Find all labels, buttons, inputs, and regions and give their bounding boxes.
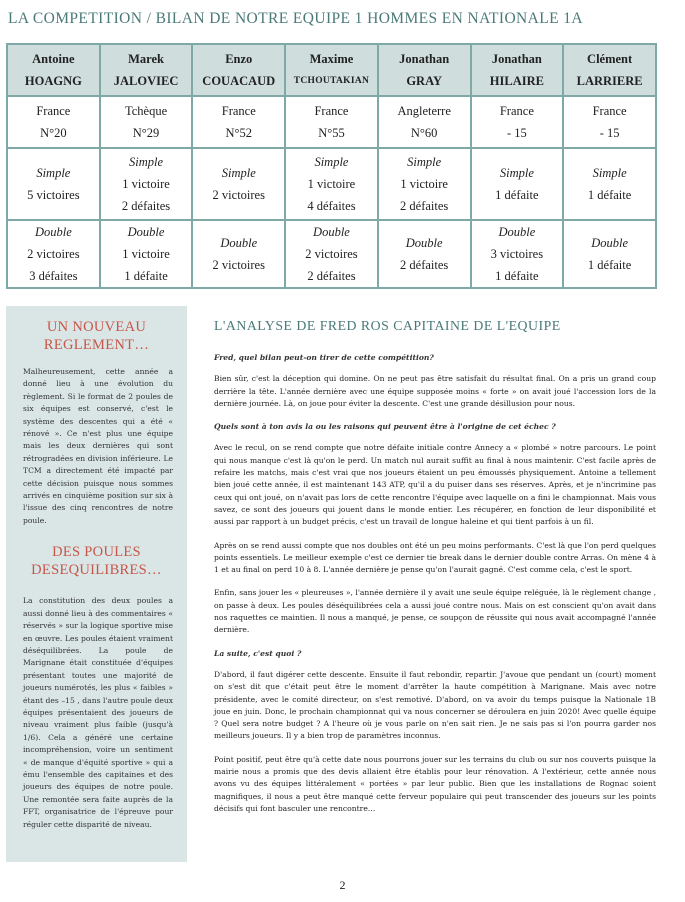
player-header: Jonathan HILAIRE [471, 44, 564, 96]
article-question: Fred, quel bilan peut-on tirer de cette compétition? [214, 353, 434, 362]
article [214, 318, 656, 826]
simple-cell: Simple 1 défaite [563, 148, 656, 220]
country-rank-cell: France - 15 [563, 96, 656, 148]
player-header-row [7, 44, 656, 96]
article-paragraph: Avec le recul, on se rend compte que notre défaite initiale contre Annecy a « plombé » notre parcours. Le point qui nous manque c'est là qu'on le perd. Un match nul aurait suffit au final à nous maintenir. C'est facile après de refaire les matchs, mais c'est vrai que nos joueurs étaient un peu émoussés physiquement. Antoine a tellement bien joué cette année, il est maintenant 143 ATP, qu'il a du puiser dans ses réserves. Après, et je n'incrimine pas ceux qui ont joué, on n'avait pas lors de cette rencontre l'équipe avec laquelle on a fini le championnat. Mais vous savez, ce sont des joueurs qui jouent dans le monde entier. Les récupérer, en fonction de leur disponibilité et aussi par rapport à un budget précis, c'est un travail de longue haleine et qui tient parfois à un fil. [214, 443, 656, 527]
country-rank-cell: France N°55 [285, 96, 378, 148]
simple-cell: Simple 1 défaite [471, 148, 564, 220]
double-cell: Double 1 victoire 1 défaite [100, 220, 193, 288]
article-question: Quels sont à ton avis la ou les raisons qui peuvent être à l'origine de cet échec ? [214, 422, 556, 432]
double-results-row [7, 220, 656, 288]
player-header: Marek JALOVIEC [100, 44, 193, 96]
double-cell: Double 2 victoires [192, 220, 285, 288]
simple-cell: Simple 1 victoire 2 défaites [378, 148, 471, 220]
page-number: 2 [339, 878, 346, 892]
sidebar-text-reglement: Malheureusement, cette année a donné lieu à une évolution du règlement. Si le format de 2 poules de six équipes est conservé, c'est le système des descentes qui a été « rénové ». Ce n'est plus une équipe mais les deux dernières qui sont rétrogradées en division inférieure. Le TCM a directement été impacté par cette décision puisque nous sommes arrivés en cinquième position sur six à l'issue des cinq rencontres de notre poule. [23, 367, 173, 525]
article-heading: L'ANALYSE DE FRED ROS CAPITAINE DE L'EQUIPE [214, 318, 561, 333]
double-cell: Double 1 défaite [563, 220, 656, 288]
double-cell: Double 2 défaites [378, 220, 471, 288]
simple-cell: Simple 1 victoire 4 défaites [285, 148, 378, 220]
player-header: Enzo COUACAUD [192, 44, 285, 96]
double-cell: Double 2 victoires 2 défaites [285, 220, 378, 288]
country-rank-cell: Tchèque N°29 [100, 96, 193, 148]
player-header: Maxime TCHOUTAKIAN [285, 44, 378, 96]
article-paragraph: Point positif, peut être qu'à cette date nous pourrons jouer sur les terrains du club ou sur nos couverts puisque la mairie nous a promis que des devis allaient être établis pour leur rénovation. A l'extérieur, cette année nous avons vu des équipes littéralement « portées » par leur public. Bien que les installations de Rognac soient magnifiques, il nous a peut être manqué cette ferveur populaire qui peut transcender des joueurs sur les points décisifs qui font basculer une rencontre… [214, 754, 656, 813]
player-header: Jonathan GRAY [378, 44, 471, 96]
sidebar-text-poules: La constitution des deux poules a aussi donné lieu à des commentaires « réservés » sur la logique sportive mise en œuvre. Les poules étaient vraiment déséquilibrées. La poule de Marignane était constituée d'équipes présentant toutes une majorité de joueurs numérotés, les plus « faibles » étant des –15 , dans l'autre poule deux équipes présentaient des joueurs de niveau vraiment plus faible (jusqu'à 1/6). Cela a généré une certaine incompréhension, voire un sentiment « de manque d'équité sportive » qui a ému l'ensemble des capitaines et des joueurs des équipes de notre poule. Une remontée sera faite auprès de la FFT, organisatrice de l'épreuve pour réguler cette disparité de niveau. [23, 596, 173, 829]
country-rank-cell: France N°20 [7, 96, 100, 148]
double-cell: Double 3 victoires 1 défaite [471, 220, 564, 288]
results-table [6, 43, 657, 289]
article-paragraph: Enfin, sans jouer les « pleureuses », l'année dernière il y avait une seule équipe reléguée, là le règlement change , on passe à deux. Les poules déséquilibrées cela a aussi joué contre nous. Mais on est conscient qu'on avait dans nos raquettes ce maintien. Il nous a manqué, je pense, ce soupçon de réussite qui nous avait accompagné l'année dernière. [214, 588, 656, 635]
country-rank-cell: France - 15 [471, 96, 564, 148]
country-rank-row [7, 96, 656, 148]
simple-cell: Simple 1 victoire 2 défaites [100, 148, 193, 220]
double-cell: Double 2 victoires 3 défaites [7, 220, 100, 288]
article-paragraph: Après on se rend aussi compte que nos doubles ont été un peu moins performants. C'est là que l'on perd quelques points essentiels. Le meilleur exemple c'est ce dernier tie break dans le dernier double contre Arras. On mène 4 à 1 et au final on perd 10 à 8. L'année dernière je pense qu'on l'aurait gagné. C'est comme cela, c'est le sport. [214, 540, 656, 575]
country-rank-cell: France N°52 [192, 96, 285, 148]
player-header: Antoine HOAGNG [7, 44, 100, 96]
sidebar [6, 306, 187, 862]
player-header: Clément LARRIERE [563, 44, 656, 96]
simple-cell: Simple 5 victoires [7, 148, 100, 220]
simple-results-row [7, 148, 656, 220]
country-rank-cell: Angleterre N°60 [378, 96, 471, 148]
page-title: LA COMPETITION / BILAN DE NOTRE EQUIPE 1 HOMMES EN NATIONALE 1A [8, 10, 583, 27]
sidebar-heading-reglement: UN NOUVEAU REGLEMENT… [43, 319, 150, 353]
simple-cell: Simple 2 victoires [192, 148, 285, 220]
article-paragraph: D'abord, il faut digérer cette descente. Ensuite il faut rebondir, repartir. J'avoue que pendant un (court) moment on s'est dit que c'était peut être le moment d'arrêter la haute compétition à Marignane. Mais avec notre présidente, avec le comité directeur, on s'est remotivé. D'abord, on va avoir du temps puisque la Nationale 1B joue en juin. Donc, le prochain championnat qui va nous concerner se déroulera en juin 2020! Avec quelle équipe ? Quel sera notre budget ? A l'heure où je vous parle on n'en sait rien. Je ne sais pas si l'on pourra garder nos meilleurs joueurs. Il y a bien trop de paramètres inconnus. [214, 669, 656, 741]
article-question: La suite, c'est quoi ? [214, 648, 302, 658]
article-paragraph: Bien sûr, c'est la déception qui domine. On ne peut pas être satisfait du résultat final. On a pris un grand coup derrière la tête. L'année dernière avec une équipe supposée moins « forte » on avait joué l'accession lors de la dernière journée. Là, on joue pour éviter la descente. C'est une grande désillusion pour nous. [214, 374, 656, 408]
sidebar-heading-poules: DES POULES DESEQUILIBRES… [31, 544, 162, 579]
